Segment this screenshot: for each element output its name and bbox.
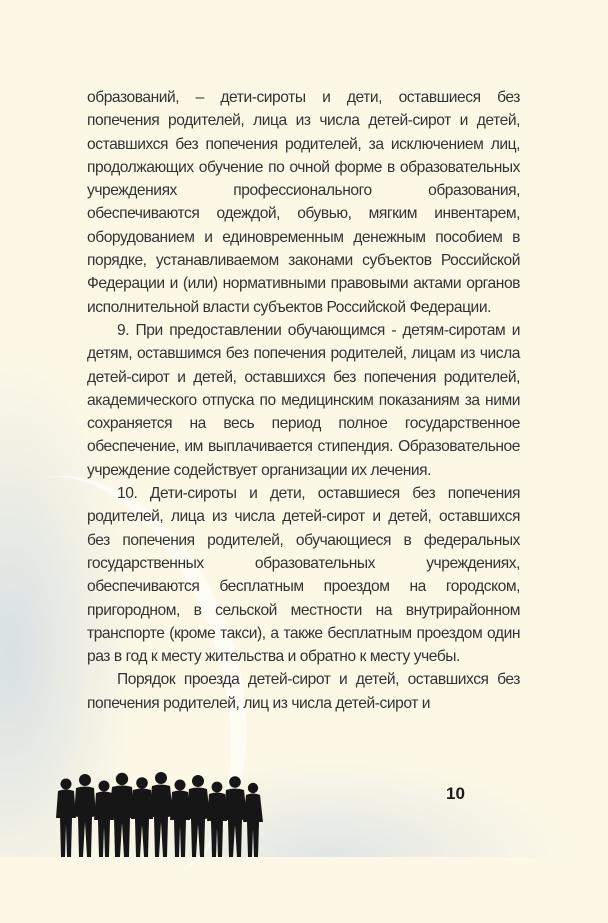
paragraph-travel-order: Порядок проезда детей-сирот и детей, оставшихся без попечения родителей, лиц из числа детей-сирот и xyxy=(87,671,520,712)
paragraph-item-10: 10. Дети-сироты и дети, оставшиеся без попечения родителей, лица из числа детей-сирот и детей, оставшихся без попечения родителей, обучающиеся в федеральных государственных образовательных учреждениях, обеспечиваются бесплатным проездом на городском, пригородном, в сельской местности на внутрирайонном транспорте (кроме такси), а также бесплатным проездом один раз в год к месту жительства и обратно к месту учебы. xyxy=(87,485,520,666)
crowd-silhouette-icon xyxy=(52,770,272,857)
paragraph-continuation: образований, – дети-сироты и дети, оставшиеся без попечения родителей, лица из числа детей-сирот и детей, оставшихся без попечения родителей, за исключением лиц, продолжающих обучение по очной форме в образовательных учреждениях профессионального образования, обеспечиваются одеждой, обувью, мягким инвентарем, оборудованием и единовременным денежным пособием в порядке, устанавливаемом законами субъектов Российской Федерации и (или) нормативными правовыми актами органов исполнительной власти субъектов Российской Федерации. xyxy=(87,89,520,316)
document-body xyxy=(87,86,520,715)
paragraph-item-9: 9. При предоставлении обучающимся - детям-сиротам и детям, оставшимся без попечения родителей, лицам из числа детей-сирот и детей, оставшихся без попечения родителей, академического отпуска по медицинским показаниям за ними сохраняется на весь период полное государственное обеспечение, им выплачивается стипендия. Образовательное учреждение содействует организации их лечения. xyxy=(87,321,520,479)
page-number: 10 xyxy=(446,784,465,803)
